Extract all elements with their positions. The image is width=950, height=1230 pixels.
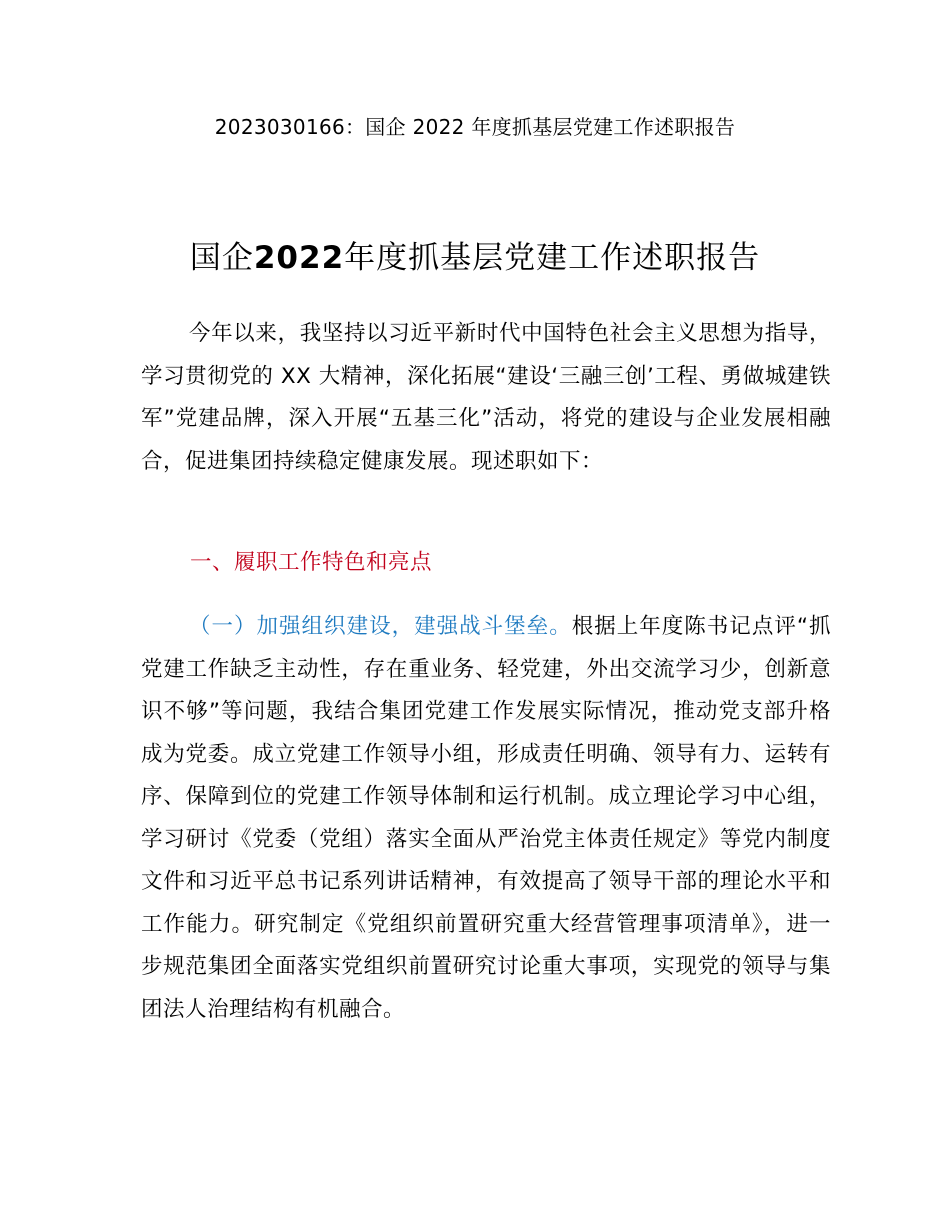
intro-paragraph: 今年以来，我坚持以习近平新时代中国特色社会主义思想为指导，学习贯彻党的 XX 大精神，深化拓展“建设‘三融三创’工程、勇做城建铁军”党建品牌，深入开展“五基三化”活动，将党的建设与企业发展相融合，促进集团持续稳定健康发展。现述职如下： bbox=[141, 321, 831, 474]
title-prefix: 国企 bbox=[189, 240, 254, 276]
title-year: 2022 bbox=[253, 240, 345, 276]
subsection-paragraph bbox=[141, 606, 831, 1031]
title-suffix: 年度抓基层党建工作述职报告 bbox=[344, 240, 761, 276]
subsection-body: 根据上年度陈书记点评“抓党建工作缺乏主动性，存在重业务、轻党建，外出交流学习少，创新意识不够”等问题，我结合集团党建工作发展实际情况，推动党支部升格成为党委。成立党建工作领导小组，形成责任明确、领导有力、运转有序、保障到位的党建工作领导体制和运行机制。成立理论学习中心组，学习研讨《党委（党组）落实全面从严治党主体责任规定》等党内制度文件和习近平总书记系列讲话精神，有效提高了领导干部的理论水平和工作能力。研究制定《党组织前置研究重大经营管理事项清单》，进一步规范集团全面落实党组织前置研究讨论重大事项，实现党的领导与集团法人治理结构有机融合。 bbox=[141, 614, 831, 1022]
section-heading: 一、履职工作特色和亮点 bbox=[190, 550, 433, 575]
document-header: 2023030166：国企 2022 年度抓基层党建工作述职报告 bbox=[214, 115, 736, 139]
document-title bbox=[0, 236, 950, 280]
subsection-heading: （一）加强组织建设，建强战斗堡垒。 bbox=[189, 614, 572, 639]
